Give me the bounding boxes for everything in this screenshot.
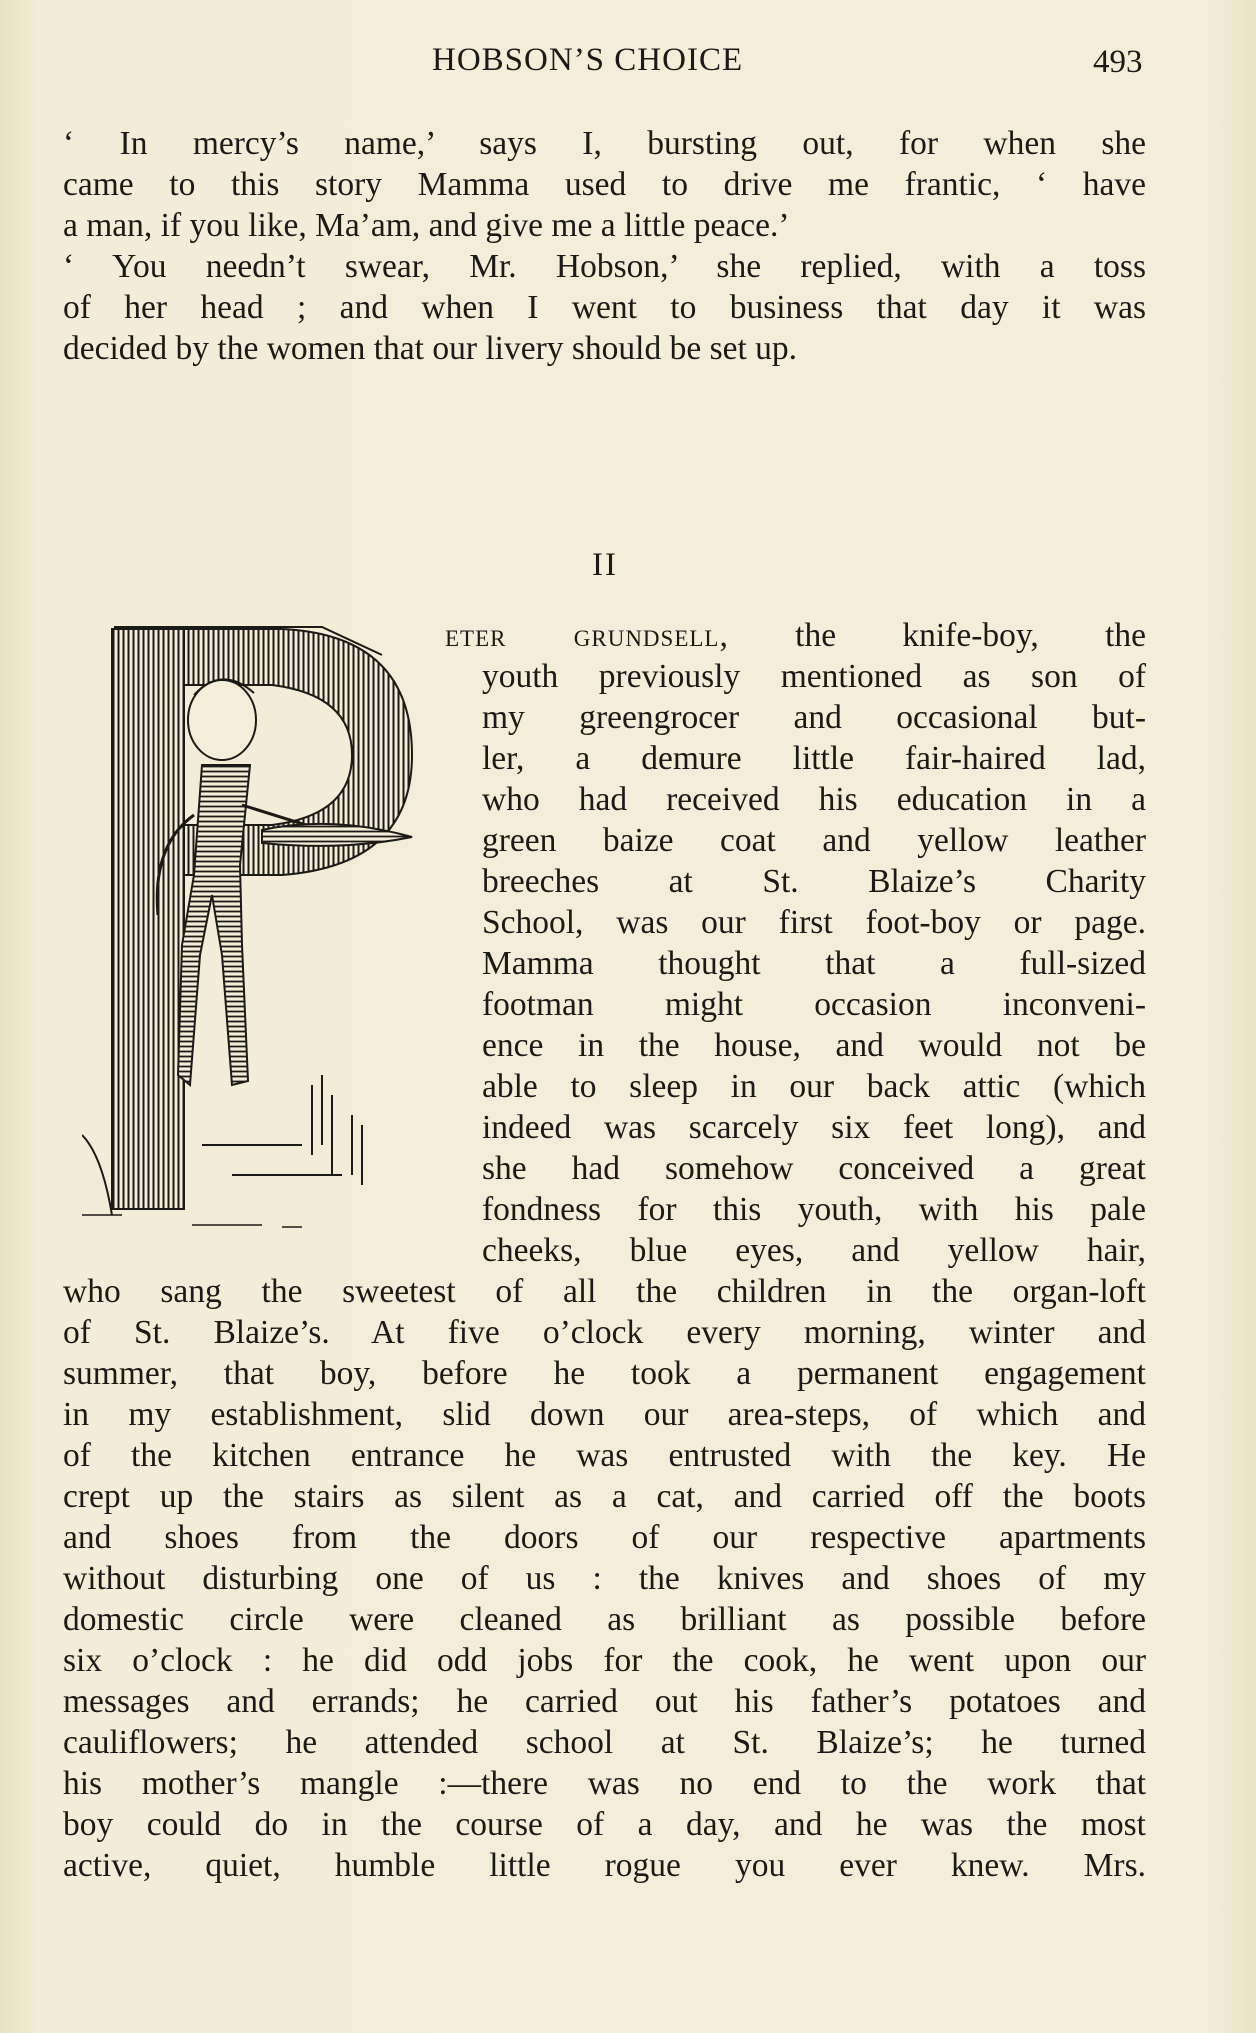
smallcaps-name: eter grundsell, bbox=[445, 617, 729, 654]
text-line: in my establishment, slid down our area-steps, of which and bbox=[63, 1396, 1146, 1433]
running-head bbox=[0, 42, 1256, 86]
text-line: footman might occasion inconveni- bbox=[482, 986, 1146, 1023]
text-line: cauliflowers; he attended school at St. Blaize’s; he turned bbox=[63, 1724, 1146, 1761]
text-line: a man, if you like, Ma’am, and give me a little peace.’ bbox=[63, 207, 790, 244]
text-line: six o’clock : he did odd jobs for the cook, he went upon our bbox=[63, 1642, 1146, 1679]
drop-cap-illustration bbox=[82, 615, 442, 1245]
text-line: of her head ; and when I went to business that day it was bbox=[63, 289, 1146, 326]
text-line: of the kitchen entrance he was entrusted with the key. He bbox=[63, 1437, 1146, 1474]
text-line: ence in the house, and would not be bbox=[482, 1027, 1146, 1064]
text-line: without disturbing one of us : the knives and shoes of my bbox=[63, 1560, 1146, 1597]
text-line: who sang the sweetest of all the children in the organ-loft bbox=[63, 1273, 1146, 1310]
text-line: ‘ In mercy’s name,’ says I, bursting out, for when she bbox=[63, 125, 1146, 162]
text-line: indeed was scarcely six feet long), and bbox=[482, 1109, 1146, 1146]
page-number: 493 bbox=[1093, 44, 1143, 80]
text-line: youth previously mentioned as son of bbox=[482, 658, 1146, 695]
text-line: she had somehow conceived a great bbox=[482, 1150, 1146, 1187]
running-title: HOBSON’S CHOICE bbox=[432, 42, 744, 78]
text-line: who had received his education in a bbox=[482, 781, 1146, 818]
text-line: active, quiet, humble little rogue you ever knew. Mrs. bbox=[63, 1847, 1146, 1884]
text-line: boy could do in the course of a day, and he was the most bbox=[63, 1806, 1146, 1843]
text-line: School, was our first foot-boy or page. bbox=[482, 904, 1146, 941]
text-run: the knife-boy, the bbox=[728, 617, 1146, 654]
text-line: ler, a demure little fair-haired lad, bbox=[482, 740, 1146, 777]
text-line: crept up the stairs as silent as a cat, and carried off the boots bbox=[63, 1478, 1146, 1515]
text-line: green baize coat and yellow leather bbox=[482, 822, 1146, 859]
text-line: cheeks, blue eyes, and yellow hair, bbox=[482, 1232, 1146, 1269]
text-line: of St. Blaize’s. At five o’clock every morning, winter and bbox=[63, 1314, 1146, 1351]
text-line: my greengrocer and occasional but- bbox=[482, 699, 1146, 736]
text-line: and shoes from the doors of our respective apartments bbox=[63, 1519, 1146, 1556]
text-line: decided by the women that our livery should be set up. bbox=[63, 330, 798, 367]
text-line: fondness for this youth, with his pale bbox=[482, 1191, 1146, 1228]
text-line: his mother’s mangle :—there was no end to the work that bbox=[63, 1765, 1146, 1802]
text-line: domestic circle were cleaned as brilliant as possible before bbox=[63, 1601, 1146, 1638]
text-line: messages and errands; he carried out his father’s potatoes and bbox=[63, 1683, 1146, 1720]
text-line bbox=[445, 615, 1146, 656]
text-line: summer, that boy, before he took a permanent engagement bbox=[63, 1355, 1146, 1392]
text-line: able to sleep in our back attic (which bbox=[482, 1068, 1146, 1105]
text-line: ‘ You needn’t swear, Mr. Hobson,’ she replied, with a toss bbox=[63, 248, 1146, 285]
section-number: II bbox=[592, 547, 618, 583]
text-line: Mamma thought that a full-sized bbox=[482, 945, 1146, 982]
text-line: came to this story Mamma used to drive me frantic, ‘ have bbox=[63, 166, 1146, 203]
text-line: breeches at St. Blaize’s Charity bbox=[482, 863, 1146, 900]
